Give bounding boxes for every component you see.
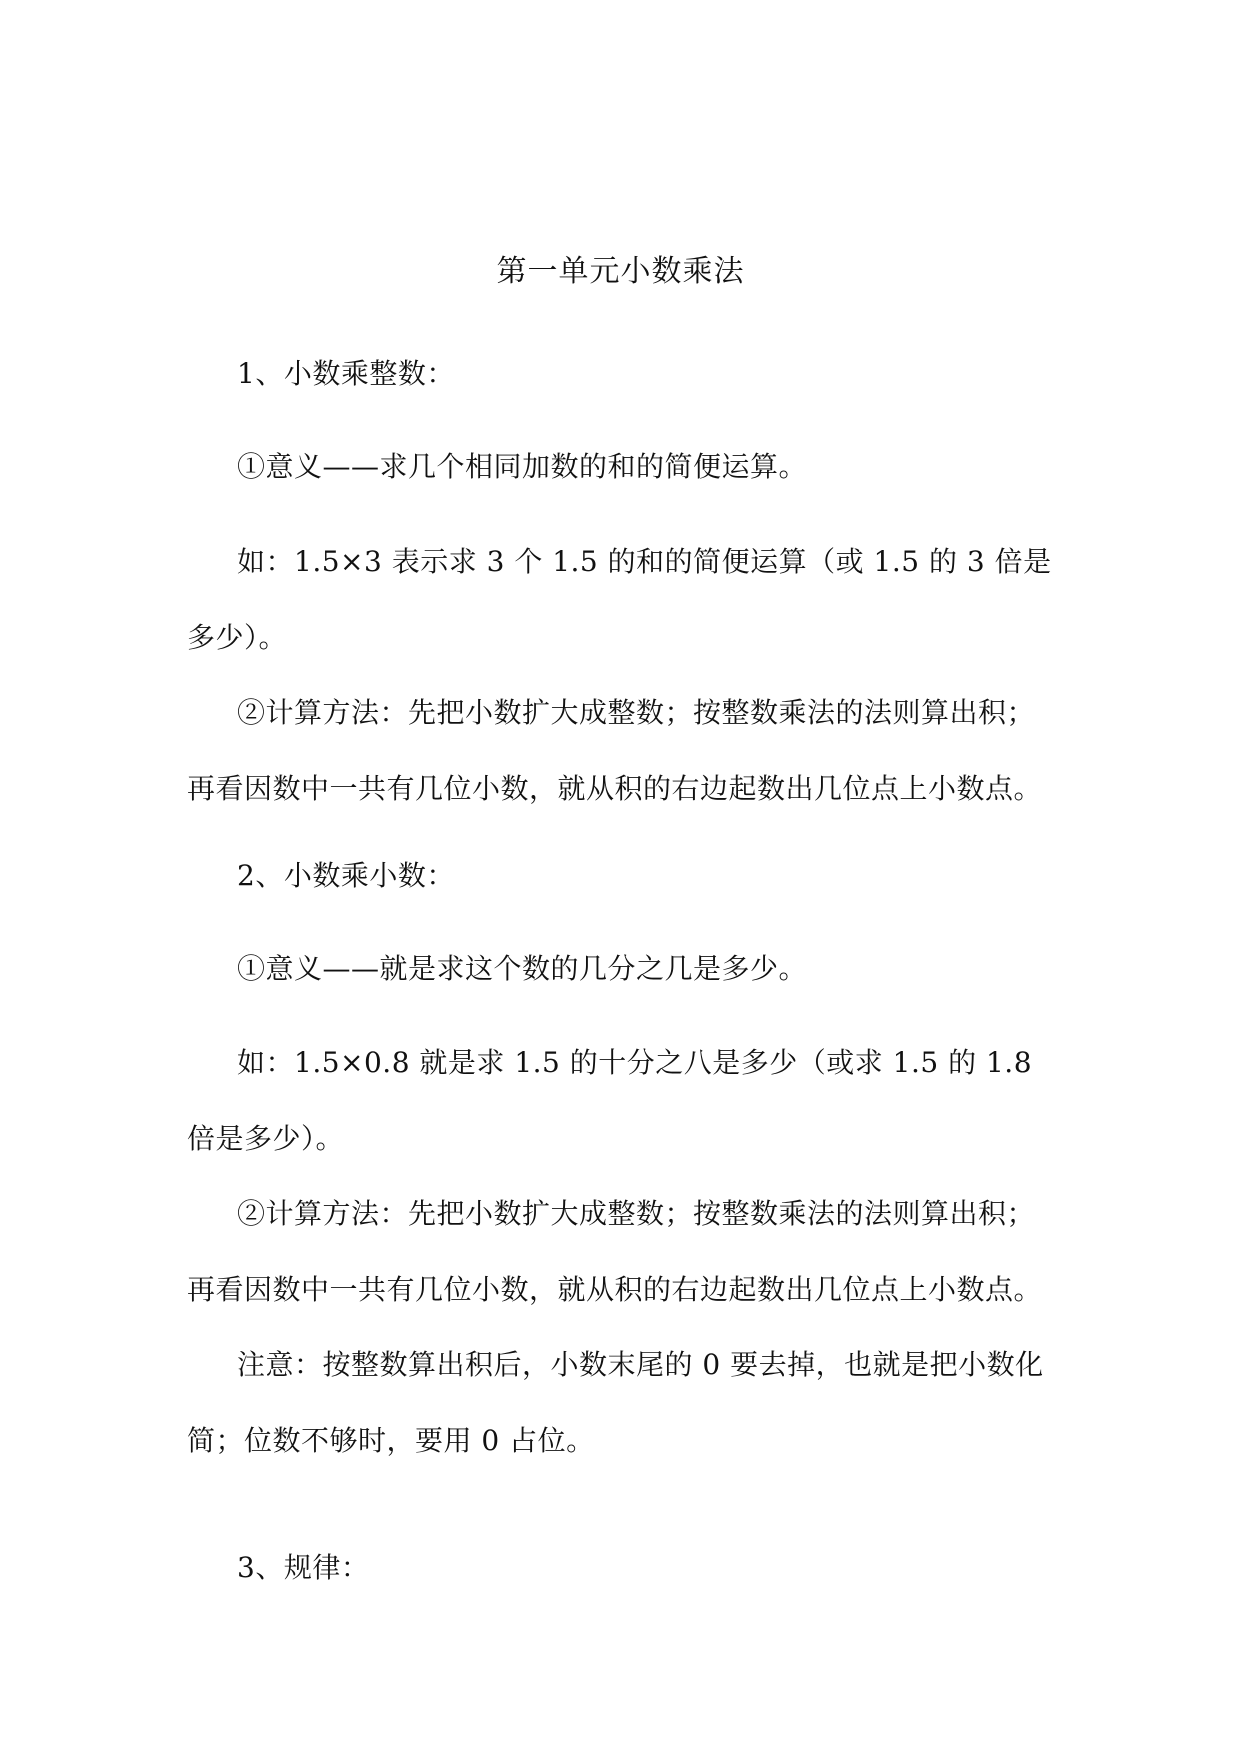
section-heading-1: 1、小数乘整数： [237,357,455,390]
paragraph-example-1: 如：1.5×3 表示求 3 个 1.5 的和的简便运算（或 1.5 的 3 倍是多少）。 [187,545,1052,654]
paragraph-meaning-2: ①意义——就是求这个数的几分之几是多少。 [237,952,808,985]
paragraph-note: 注意：按整数算出积后，小数末尾的 0 要去掉，也就是把小数化简；位数不够时，要用 0 占位。 [187,1348,1044,1457]
paragraph-meaning-1: ①意义——求几个相同加数的和的简便运算。 [237,450,808,483]
paragraph-example-2: 如：1.5×0.8 就是求 1.5 的十分之八是多少（或求 1.5 的 1.8 倍是多少）。 [187,1046,1033,1155]
paragraph-method-1: ②计算方法：先把小数扩大成整数；按整数乘法的法则算出积；再看因数中一共有几位小数，就从积的右边起数出几位点上小数点。 [187,696,1043,805]
section-heading-3: 3、规律： [237,1551,370,1584]
section-heading-2: 2、小数乘小数： [237,859,455,892]
paragraph-method-2: ②计算方法：先把小数扩大成整数；按整数乘法的法则算出积；再看因数中一共有几位小数，就从积的右边起数出几位点上小数点。 [187,1197,1043,1306]
page-title: 第一单元小数乘法 [496,254,745,289]
